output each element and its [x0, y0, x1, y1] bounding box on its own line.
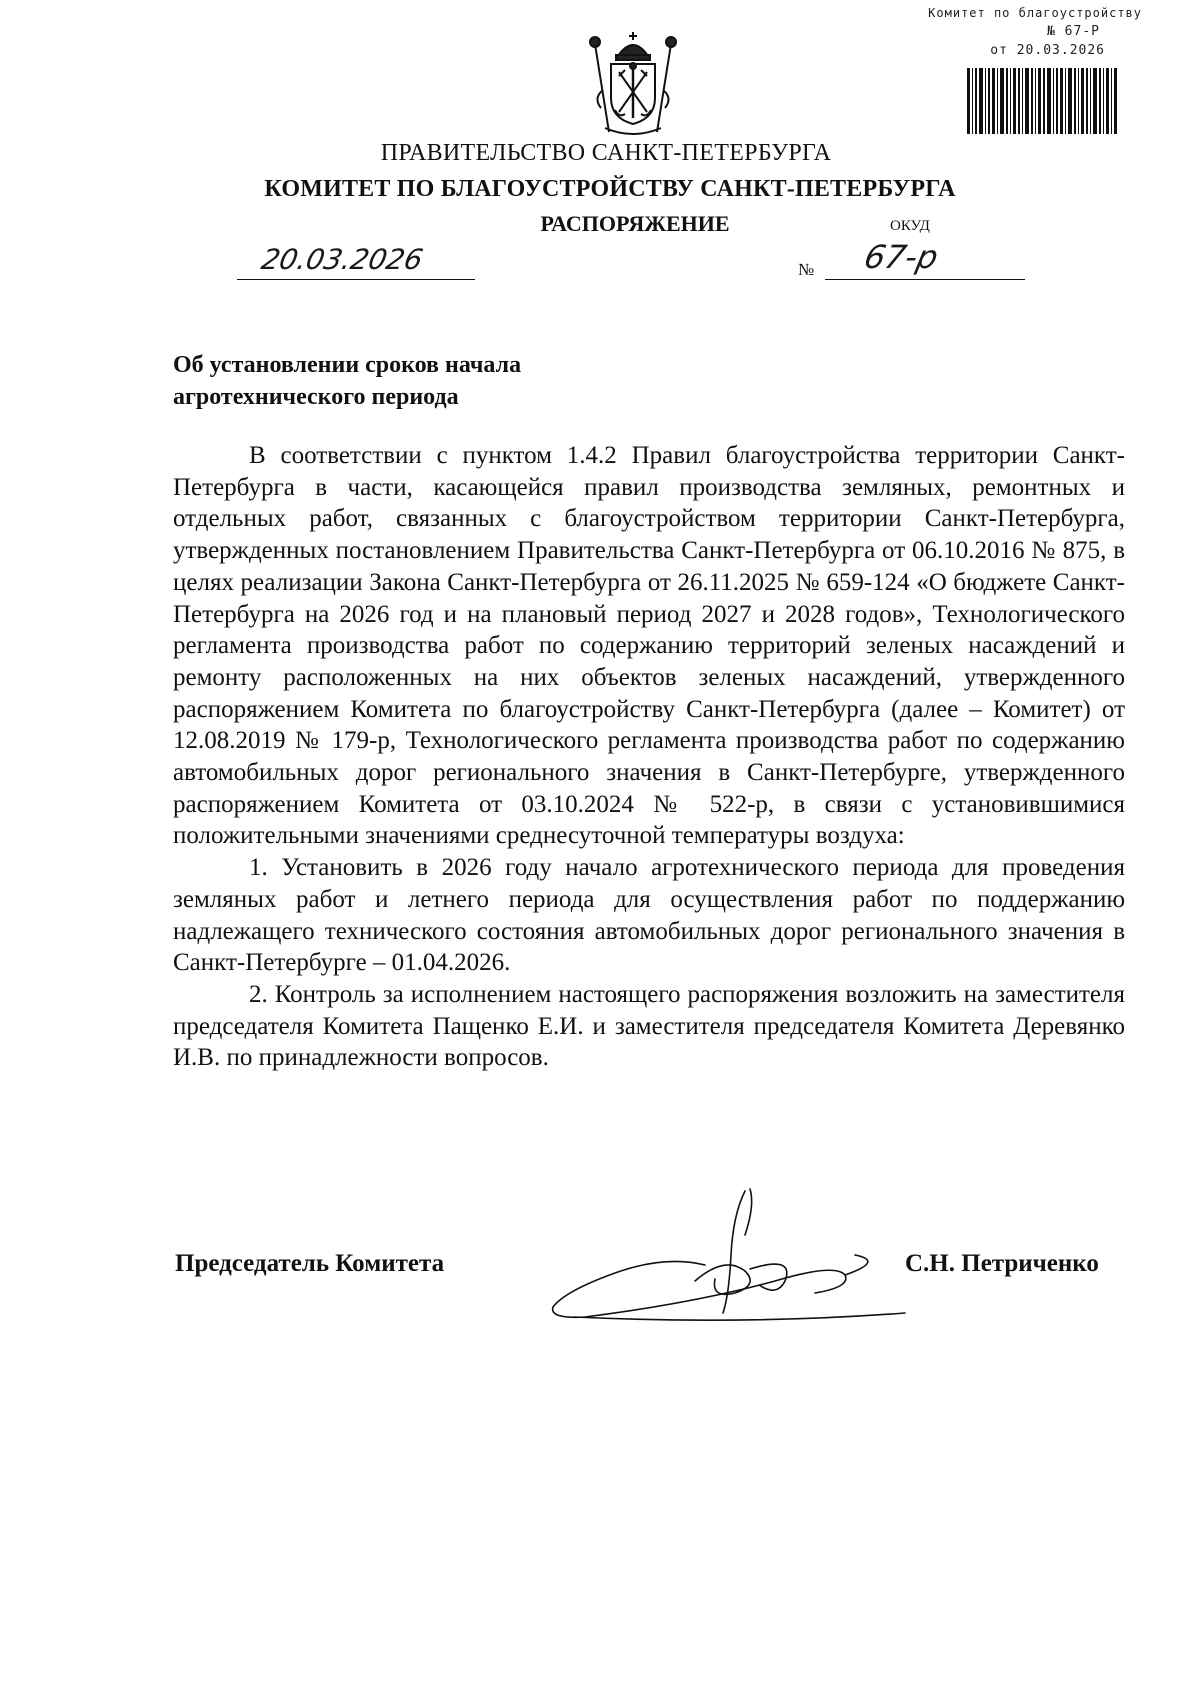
committee-title: КОМИТЕТ ПО БЛАГОУСТРОЙСТВУ САНКТ-ПЕТЕРБУРГА	[264, 176, 956, 202]
barcode-icon	[967, 68, 1117, 134]
document-body	[173, 440, 1125, 1074]
item-1-paragraph: 1. Установить в 2026 году начало агротехнического периода для проведения земляных работ и летнего периода для осуществления работ по поддержанию надлежащего технического состояния автомобильных дорог регионального значения в Санкт-Петербурге – 01.04.2026.	[173, 854, 1125, 977]
document-type: РАСПОРЯЖЕНИЕ	[540, 211, 730, 236]
handwritten-date: 20.03.2026	[258, 243, 426, 276]
number-sign: №	[798, 260, 815, 279]
title-line-2: агротехнического периода	[173, 384, 459, 410]
handwritten-number: 67-р	[860, 238, 942, 276]
stamp-committee: Комитет по благоустройству	[928, 6, 1142, 20]
title-line-1: Об установлении сроков начала	[173, 352, 522, 378]
preamble-paragraph: В соответствии с пунктом 1.4.2 Правил благоустройства территории Санкт-Петербурга в части, касающейся правил производства земляных, ремонтных и отдельных работ, связанных с благоустройством территории Санкт-Петербурга, утвержденных постановлением Правительства Санкт-Петербурга от 06.10.2016 № 875, в целях реализации Закона Санкт-Петербурга от 26.11.2025 № 659-124 «О бюджете Санкт-Петербурга на 2026 год и на плановый период 2027 и 2028 годов», Технологического регламента производства работ по содержанию территорий зеленых насаждений и ремонту расположенных на них объектов зеленых насаждений, утвержденного распоряжением Комитета по благоустройству Санкт-Петербурга (далее – Комитет) от 12.08.2019 № 179-р, Технологического регламента производства работ по содержанию автомобильных дорог регионального значения в Санкт-Петербурге, утвержденного распоряжением Комитета от 03.10.2024 № 522-р, в связи с установившимися положительными значениями среднесуточной температуры воздуха:	[173, 442, 1125, 850]
signatory-position: Председатель Комитета	[175, 1250, 445, 1277]
stamp-date: от 20.03.2026	[990, 43, 1105, 58]
stamp-number: № 67-Р	[1047, 24, 1100, 39]
government-title: ПРАВИТЕЛЬСТВО САНКТ-ПЕТЕРБУРГА	[380, 140, 832, 166]
item-2-paragraph: 2. Контроль за исполнением настоящего распоряжения возложить на заместителя председателя Комитета Пащенко Е.И. и заместителя председателя Комитета Деревянко И.В. по принадлежности вопросов.	[173, 980, 1125, 1072]
number-underline	[825, 279, 1025, 280]
document-title	[173, 349, 673, 413]
okud-label: ОКУД	[890, 218, 930, 234]
handwritten-signature	[545, 1185, 960, 1335]
signatory-name: С.Н. Петриченко	[905, 1250, 1099, 1277]
st-petersburg-coat-of-arms-icon	[583, 28, 683, 140]
date-underline	[237, 279, 475, 280]
